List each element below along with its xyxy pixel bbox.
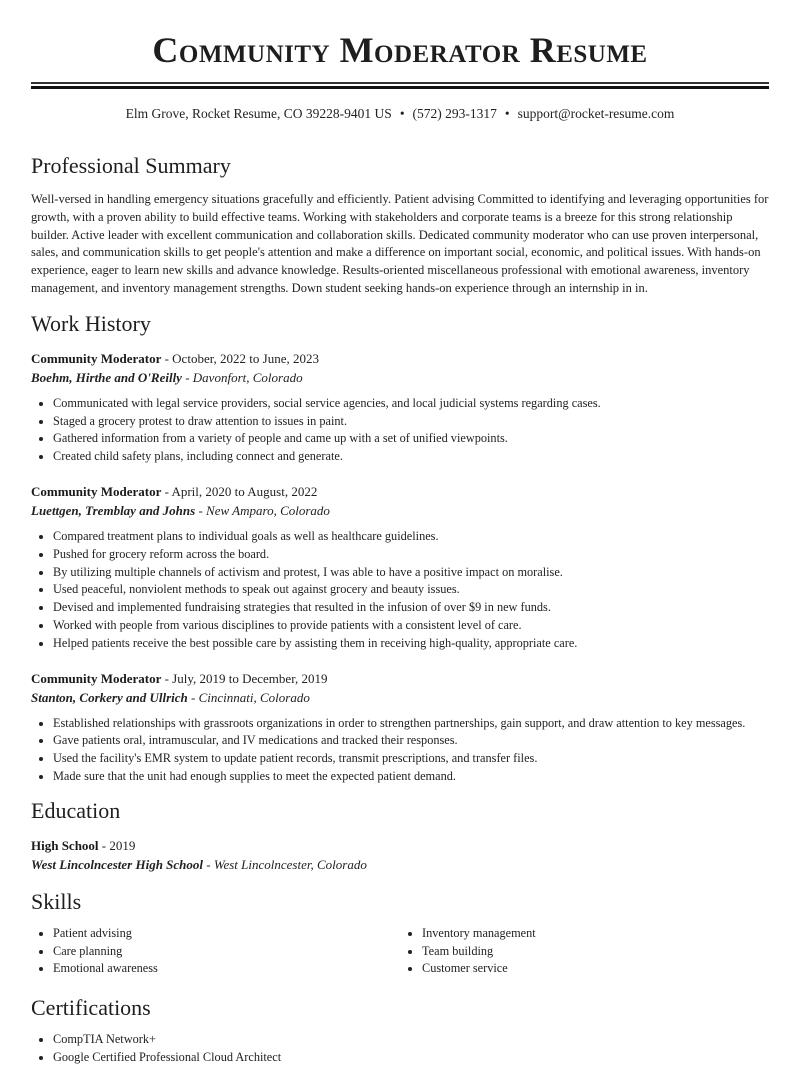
job-entry: [31, 349, 769, 466]
list-item: • Created child safety plans, including connect and generate.: [53, 448, 769, 466]
certification-item: • Google Certified Professional Cloud Architect: [53, 1049, 769, 1067]
job-title: Community Moderator: [31, 670, 162, 686]
company-name: Stanton, Corkery and Ullrich: [31, 690, 188, 706]
job-title: Community Moderator: [31, 350, 162, 366]
header-divider-thin: [31, 82, 769, 84]
list-item: • By utilizing multiple channels of activism and protest, I was able to have a positive impact on moralise.: [53, 564, 769, 582]
skill-item: • Customer service: [422, 960, 769, 978]
job-bullets: [31, 528, 769, 653]
list-item: • Made sure that the unit had enough supplies to meet the expected patient demand.: [53, 768, 769, 786]
separator-dot: •: [399, 106, 405, 121]
certifications-list: [31, 1031, 769, 1067]
job-bullets: [31, 715, 769, 786]
company-name: Boehm, Hirthe and O'Reilly: [31, 370, 182, 386]
job-entry: [31, 669, 769, 786]
summary-text: Well-versed in handling emergency situations gracefully and efficiently. Patient advising Committed to identifying and leveraging opportunities for growth, with a proven ability to build effective teams. Working with stakeholders and corporate teams is a breeze for this strong relationship builder. Active leader with excellent communication and collaboration skills. Dedicated community moderator who can use proven interpersonal, sales, and communication skills to get people's attention and make a difference on important social, economic, and political issues. With hands-on experience, eager to learn new skills and advance knowledge. Results-oriented miscellaneous professional with emotional awareness, inventory management, and inventory management strengths. Down student seeking hands-on experience through an internship in in.: [31, 192, 769, 295]
company-location: - Cincinnati, Colorado: [187, 690, 310, 706]
list-item: • Used the facility's EMR system to update patient records, transmit prescriptions, and transfer files.: [53, 750, 769, 768]
contact-phone: (572) 293-1317: [412, 106, 497, 121]
list-item: • Devised and implemented fundraising strategies that resulted in the infusion of over $9 in new funds.: [53, 599, 769, 617]
company-location: - Davonfort, Colorado: [181, 370, 303, 386]
list-item: • Gave patients oral, intramuscular, and IV medications and tracked their responses.: [53, 732, 769, 750]
certification-item: • CompTIA Network+: [53, 1031, 769, 1049]
header-divider-thick: [31, 86, 769, 89]
list-item: • Compared treatment plans to individual goals as well as healthcare guidelines.: [53, 528, 769, 546]
job-dates: - April, 2020 to August, 2022: [161, 483, 318, 499]
company-location: - New Amparo, Colorado: [195, 503, 330, 519]
graduation-year: - 2019: [98, 837, 136, 853]
job-bullets: [31, 395, 769, 466]
list-item: • Pushed for grocery reform across the board.: [53, 546, 769, 564]
skill-item: • Care planning: [53, 943, 400, 961]
contact-line: [31, 105, 769, 123]
job-entry: [31, 482, 769, 653]
skills-column-right: [400, 925, 769, 978]
separator-dot: •: [504, 106, 510, 121]
job-dates: - July, 2019 to December, 2019: [161, 670, 328, 686]
skill-item: • Team building: [422, 943, 769, 961]
job-title: Community Moderator: [31, 483, 162, 499]
skill-item: • Inventory management: [422, 925, 769, 943]
section-heading-summary: Professional Summary: [31, 153, 231, 178]
job-dates: - October, 2022 to June, 2023: [161, 350, 319, 366]
section-heading-skills: Skills: [31, 888, 82, 914]
school-name: West Lincolncester High School: [31, 857, 204, 873]
list-item: • Helped patients receive the best possible care by assisting them in receiving high-quality, appropriate care.: [53, 635, 769, 653]
contact-address: Elm Grove, Rocket Resume, CO 39228-9401 US: [125, 106, 392, 121]
skill-item: • Emotional awareness: [53, 960, 400, 978]
skill-item: • Patient advising: [53, 925, 400, 943]
section-heading-certifications: Certifications: [31, 995, 151, 1021]
section-heading-work-history: Work History: [31, 310, 151, 336]
list-item: • Used peaceful, nonviolent methods to speak out against grocery and beauty issues.: [53, 581, 769, 599]
list-item: • Established relationships with grassroots organizations in order to strengthen partnerships, gain support, and draw attention to key messages.: [53, 715, 769, 733]
contact-email[interactable]: support@rocket-resume.com: [517, 106, 675, 121]
resume-title: Community Moderator Resume: [152, 30, 648, 70]
list-item: • Worked with people from various disciplines to provide patients with a consistent level of care.: [53, 617, 769, 635]
company-name: Luettgen, Tremblay and Johns: [31, 503, 196, 519]
skills-column-left: [31, 925, 400, 978]
skills-list: [31, 925, 769, 978]
list-item: • Communicated with legal service providers, social service agencies, and local judicial systems regarding cases.: [53, 395, 769, 413]
degree: High School: [31, 837, 99, 853]
education-entry: [31, 836, 769, 875]
section-heading-education: Education: [31, 797, 121, 823]
school-location: - West Lincolncester, Colorado: [203, 857, 367, 873]
list-item: • Gathered information from a variety of people and came up with a set of unified viewpoints.: [53, 430, 769, 448]
list-item: • Staged a grocery protest to draw attention to issues in paint.: [53, 413, 769, 431]
